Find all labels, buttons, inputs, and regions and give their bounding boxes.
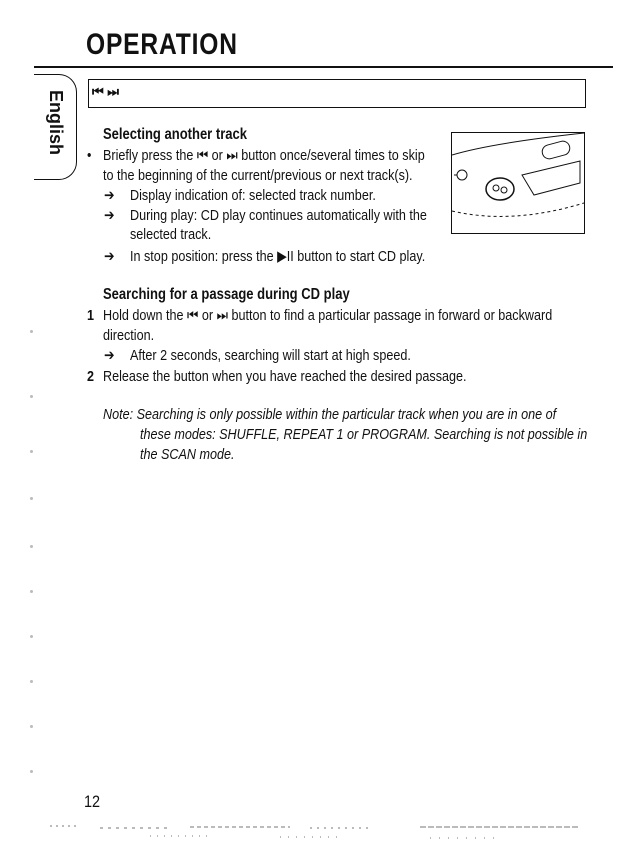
note-line1: Note: Searching is only possible within the particular track when you are in one of bbox=[103, 406, 557, 423]
selecting-heading: Selecting another track bbox=[103, 126, 247, 143]
margin-speck bbox=[30, 450, 33, 453]
margin-speck bbox=[30, 725, 33, 728]
selecting-line1: Briefly press the ⏮ or ⏭ button once/several times to skip bbox=[103, 147, 425, 164]
step1-line2: direction. bbox=[103, 327, 155, 344]
margin-speck bbox=[30, 330, 33, 333]
result-arrow-icon: ➔ bbox=[104, 347, 115, 364]
margin-speck bbox=[30, 770, 33, 773]
result-arrow-icon: ➔ bbox=[104, 187, 115, 204]
result-arrow-icon: ➔ bbox=[104, 207, 115, 224]
skip-buttons-icon: ⏮ ⏭ bbox=[92, 84, 120, 99]
note-line2: these modes: SHUFFLE, REPEAT 1 or PROGRAM. Searching is not possible in bbox=[140, 426, 588, 443]
page-number: 12 bbox=[84, 792, 101, 811]
searching-heading: Searching for a passage during CD play bbox=[103, 286, 350, 303]
selecting-line2: to the beginning of the current/previous or next track(s). bbox=[103, 167, 413, 184]
bullet: • bbox=[87, 147, 92, 164]
margin-speck bbox=[30, 590, 33, 593]
margin-speck bbox=[30, 497, 33, 500]
selecting-result2a: During play: CD play continues automatically with the bbox=[130, 207, 427, 224]
selecting-result3: In stop position: press the ▶II button to start CD play. bbox=[130, 248, 426, 265]
player-drawing bbox=[452, 133, 584, 233]
margin-speck bbox=[30, 635, 33, 638]
step1-result: After 2 seconds, searching will start at high speed. bbox=[130, 347, 411, 364]
selecting-result1: Display indication of: selected track number. bbox=[130, 187, 376, 204]
margin-speck bbox=[30, 545, 33, 548]
page-title: OPERATION bbox=[86, 28, 238, 61]
language-label: English bbox=[46, 90, 66, 156]
player-illustration bbox=[451, 132, 585, 234]
result-arrow-icon: ➔ bbox=[104, 248, 115, 265]
margin-speck bbox=[30, 680, 33, 683]
note-line3: the SCAN mode. bbox=[140, 446, 235, 463]
selecting-result2b: selected track. bbox=[130, 226, 212, 243]
margin-speck bbox=[30, 395, 33, 398]
scan-noise bbox=[40, 822, 600, 844]
title-rule bbox=[34, 66, 613, 68]
step2-text: Release the button when you have reached the desired passage. bbox=[103, 368, 467, 385]
section-title-box bbox=[88, 79, 586, 108]
step2-number: 2 bbox=[87, 368, 95, 385]
step1-number: 1 bbox=[87, 307, 95, 324]
step1-line1: Hold down the ⏮ or ⏭ button to find a particular passage in forward or backward bbox=[103, 307, 553, 324]
